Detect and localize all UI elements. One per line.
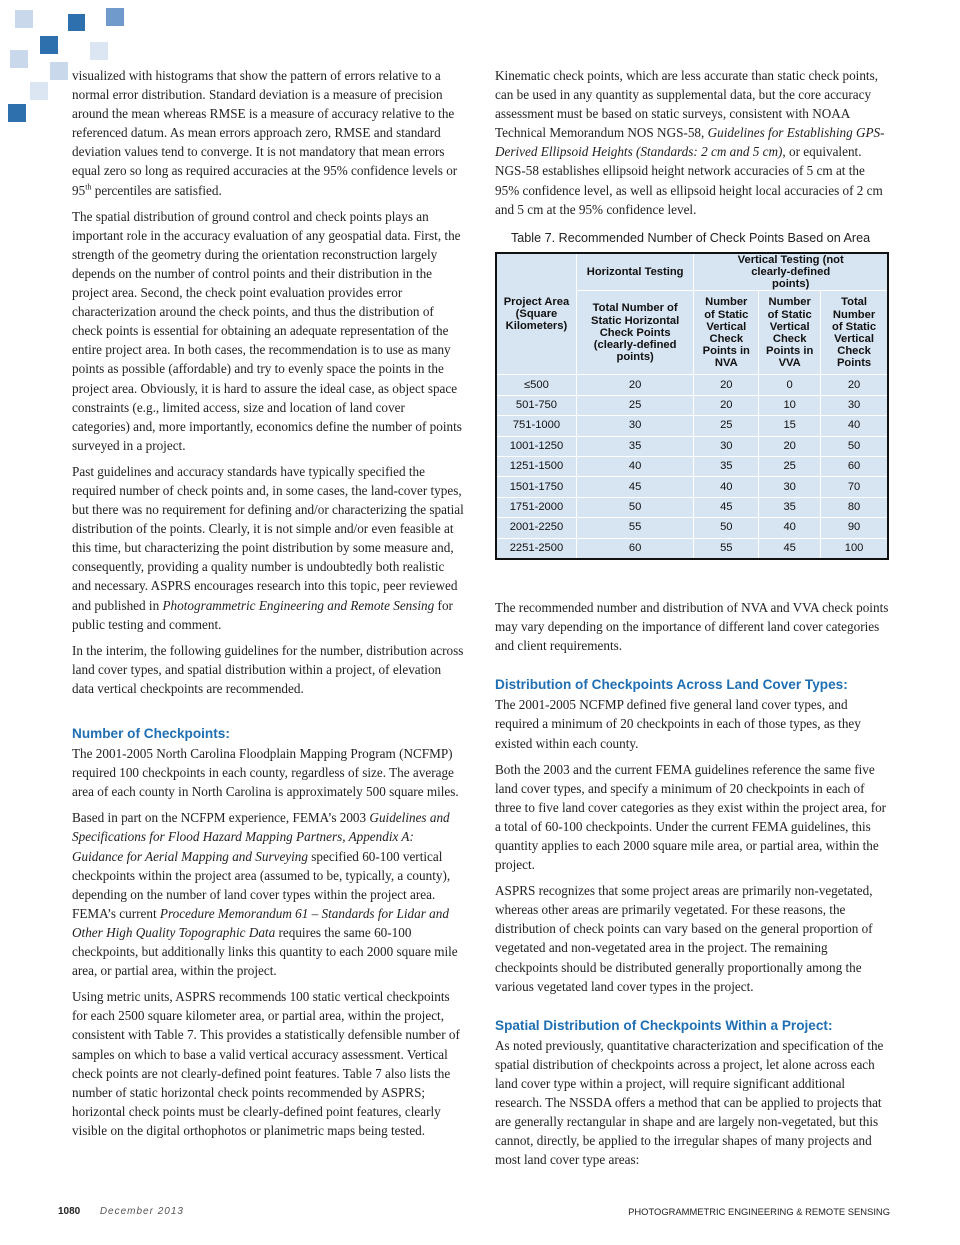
table-row [497, 416, 888, 436]
table-cell: 20 [694, 395, 759, 415]
table-cell: 40 [821, 416, 888, 436]
header-horizontal-testing: Horizontal Testing [576, 253, 693, 291]
table-cell: 45 [694, 497, 759, 517]
table-cell: 20 [759, 436, 821, 456]
table-row [497, 497, 888, 517]
table-cell: 20 [694, 375, 759, 395]
table-caption: Table 7. Recommended Number of Check Points Based on Area [511, 230, 871, 245]
table-cell: 751-1000 [497, 416, 577, 436]
table-cell: 30 [759, 477, 821, 497]
table-cell: 90 [821, 518, 888, 538]
table-cell: 1001-1250 [497, 436, 577, 456]
table-cell: 1501-1750 [497, 477, 577, 497]
paragraph: Past guidelines and accuracy standards have typically specified the required number of check points and, in some cases, the land-cover types, but there was no requirement for defining and/or characterizing the spatial distribution of the points. Clearly, it is not simple and/or even feasible at this time, but characterizing the point distribution by some measure and, consequently, providing a quality number is undoubtedly both realistic and necessary. ASPRS encourages research into this topic, peer reviewed and published in Photogrammetric Engineering and Remote Sensing for public testing and comment. [72, 463, 464, 632]
right-column [495, 66, 890, 1177]
page-number: 1080 [58, 1206, 81, 1217]
table-cell: 50 [821, 436, 888, 456]
table-cell: 35 [759, 497, 821, 517]
table-cell: 20 [576, 375, 693, 395]
section-heading: Number of Checkpoints: [72, 726, 230, 741]
header-total-vertical: Total Number of Static Vertical Check Points [821, 291, 888, 375]
section-heading: Distribution of Checkpoints Across Land Cover Types: [495, 677, 848, 693]
table-cell: 20 [821, 375, 888, 395]
paragraph: Using metric units, ASPRS recommends 100 static vertical checkpoints for each 2500 square kilometer area, or partial area, within the project, consistent with Table 7. This provides a statistically defensible number of samples on which to base a valid vertical accuracy assessment. Vertical check points are not clearly-defined point features. Table 7 also lists the number of static horizontal check points recommended by ASPRS; horizontal check points must be clearly-defined point features, clearly visible on the digital orthophotos or planimetric maps being tested. [72, 989, 460, 1138]
table-cell: 80 [821, 497, 888, 517]
table-row [497, 518, 888, 538]
table-cell: 60 [576, 538, 693, 558]
paragraph: The 2001-2005 NCFMP defined five general land cover types, and required a minimum of 20 checkpoints in each of those types, as they existed within each county. [495, 697, 861, 751]
paragraph: The spatial distribution of ground control and check points plays an important role in the accuracy evaluation of any geospatial data. First, the strength of the geometry during the orientation reconstruction largely depends on the number of control points and their distribution in the project area. Second, the check point evaluation provides error characterization around the check points, and thus the distribution of check points is essential for obtaining an adequate representation of the entire project area. In both cases, the recommendation is to use as many points as possible (affordable) and try to evenly space the points in the project area. Obviously, it is hard to assure the ideal case, as object space constraints (e.g., limited access, size and location of land cover categories) and, more importantly, economics define the number of points surveyed in a project. [72, 208, 462, 453]
table-cell: 55 [576, 518, 693, 538]
table-row [497, 375, 888, 395]
table-cell: 25 [694, 416, 759, 436]
section-heading: Spatial Distribution of Checkpoints Within a Project: [495, 1017, 833, 1033]
footer-left [58, 1206, 184, 1217]
table-cell: 45 [576, 477, 693, 497]
table-row [497, 457, 888, 477]
table-cell: 60 [821, 457, 888, 477]
paragraph: The 2001-2005 North Carolina Floodplain Mapping Program (NCFMP) required 100 checkpoints in each county, regardless of size. The average area of each county in North Carolina is approximately 500 square miles. [72, 746, 459, 800]
table-cell: 50 [576, 497, 693, 517]
header-vva: Number of Static Vertical Check Points in VVA [759, 291, 821, 375]
table-cell: 100 [821, 538, 888, 558]
table-cell: 25 [576, 395, 693, 415]
table-cell: 35 [694, 457, 759, 477]
table-cell: 10 [759, 395, 821, 415]
paragraph: The recommended number and distribution of NVA and VVA check points may vary depending on the importance of different land cover categories and client requirements. [495, 599, 889, 654]
paragraph: Based in part on the NCFPM experience, FEMA’s 2003 Guidelines and Specifications for Flood Hazard Mapping Partners, Appendix A: Guidance for Aerial Mapping and Surveying specified 60-100 vertical checkpoints within the project area (assumed to be, typically, a county), depending on the number of land cover types within the project area. FEMA’s current Procedure Memorandum 61 – Standards for Lidar and Other High Quality Topographic Data requires the same 60-100 checkpoints, but additionally links this quantity to each 2000 square mile area, or partial area, within the project. [72, 810, 458, 979]
table-cell: 15 [759, 416, 821, 436]
table-cell: 55 [694, 538, 759, 558]
table-cell: 25 [759, 457, 821, 477]
table-cell: 2251-2500 [497, 538, 577, 558]
paragraph: As noted previously, quantitative characterization and specification of the spatial distribution of checkpoints across a project, let alone across each land cover type within a project, will require significant additional research. The NSSDA offers a method that can be applied to projects that are generally rectangular in shape and are largely non-vegetated, but this cannot, directly, be applied to the irregular shapes of many projects and most land cover type areas: [495, 1037, 884, 1168]
paragraph: In the interim, the following guidelines for the number, distribution across land cover types, and spatial distribution within a project, of elevation data vertical checkpoints are recommended. [72, 642, 464, 696]
table-cell: 70 [821, 477, 888, 497]
table-cell: 50 [694, 518, 759, 538]
journal-name: PHOTOGRAMMETRIC ENGINEERING & REMOTE SENSING [628, 1206, 890, 1217]
table-cell: 0 [759, 375, 821, 395]
table-row [497, 538, 888, 558]
table-cell: 40 [694, 477, 759, 497]
paragraph: Kinematic check points, which are less accurate than static check points, can be used in any quantity as supplemental data, but the core accuracy assessment must be based on static surveys, consistent with NOAA Technical Memorandum NOS NGS-58, Guidelines for Establishing GPS-Derived Ellipsoid Heights (Standards: 2 cm and 5 cm), or equivalent. NGS-58 establishes ellipsoid height network accuracies of 5 cm at the 95% confidence level, as well as ellipsoid height local accuracies of 2 cm and 5 cm at the 95% confidence level. [495, 68, 885, 217]
table-cell: ≤500 [497, 375, 577, 395]
header-nva: Number of Static Vertical Check Points in NVA [694, 291, 759, 375]
issue-date: December 2013 [99, 1206, 184, 1217]
table-row [497, 477, 888, 497]
table-cell: 35 [576, 436, 693, 456]
table-cell: 40 [576, 457, 693, 477]
table-cell: 40 [759, 518, 821, 538]
table-row [497, 395, 888, 415]
table-cell: 30 [694, 436, 759, 456]
checkpoint-table [495, 252, 889, 560]
header-project-area: Project Area (Square Kilometers) [497, 253, 577, 375]
table-cell: 501-750 [497, 395, 577, 415]
header-static-horizontal: Total Number of Static Horizontal Check Points (clearly-defined points) [576, 291, 693, 375]
table-cell: 2001-2250 [497, 518, 577, 538]
paragraph: ASPRS recognizes that some project areas are primarily non-vegetated, whereas other areas are primarily vegetated. For these reasons, the distribution of check points can vary based on the general proportion of vegetated and non-vegetated area in the project. The remaining checkpoints should be distributed generally proportionally among the various vegetated land cover types in the project. [495, 883, 873, 994]
table-cell: 30 [576, 416, 693, 436]
table-cell: 1751-2000 [497, 497, 577, 517]
table-row [497, 436, 888, 456]
paragraph: Both the 2003 and the current FEMA guidelines reference the same five land cover types, and specify a minimum of 20 checkpoints in each of three to five land cover categories as they exist within the project area, for a total of 60-100 checkpoints. Under the current FEMA guidelines, this quantity applies to each 2000 square mile area, or partial area, within the project. [495, 761, 887, 873]
paragraph: visualized with histograms that show the pattern of errors relative to a normal error distribution. Standard deviation is a measure of precision around the mean whereas RMSE is a measure of accuracy relative to the referenced datum. As mean errors approach zero, RMSE and standard deviation values tend to converge. It is not mandatory that mean errors equal zero so long as required accuracies at the 95% confidence levels or 95th percentiles are satisfied. [72, 68, 458, 198]
table-cell: 30 [821, 395, 888, 415]
left-column [72, 66, 464, 1147]
table-cell: 1251-1500 [497, 457, 577, 477]
table-cell: 45 [759, 538, 821, 558]
header-vertical-testing: Vertical Testing (not clearly-defined points) [694, 253, 888, 291]
